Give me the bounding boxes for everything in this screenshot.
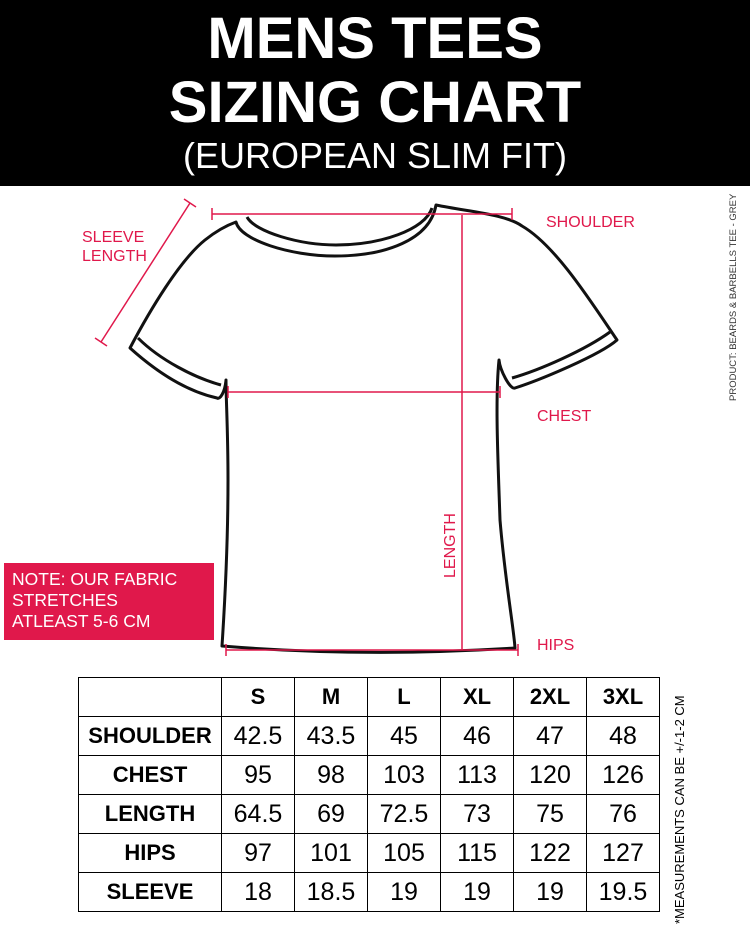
table-cell: 103 (368, 756, 441, 795)
table-row (79, 756, 660, 795)
length-label (440, 500, 462, 590)
table-cell: 72.5 (368, 795, 441, 834)
table-cell: 64.5 (222, 795, 295, 834)
product-note (728, 193, 742, 405)
table-cell: 19 (368, 873, 441, 912)
column-header: M (295, 678, 368, 717)
table-cell: 69 (295, 795, 368, 834)
table-cell: 19 (514, 873, 587, 912)
column-header: L (368, 678, 441, 717)
measurement-note-text: *MEASUREMENTS CAN BE +/-1-2 CM (672, 695, 687, 924)
row-label: CHEST (79, 756, 222, 795)
product-note-text: PRODUCT: BEARDS & BARBELLS TEE - GREY (728, 193, 739, 401)
column-header: 3XL (587, 678, 660, 717)
table-cell: 75 (514, 795, 587, 834)
table-cell: 122 (514, 834, 587, 873)
page-title-line2: SIZING CHART (168, 70, 582, 135)
table-cell: 19.5 (587, 873, 660, 912)
table-cell: 105 (368, 834, 441, 873)
table-cell: 42.5 (222, 717, 295, 756)
table-cell: 18.5 (295, 873, 368, 912)
table-cell: 113 (441, 756, 514, 795)
table-cell: 19 (441, 873, 514, 912)
shoulder-label: SHOULDER (546, 214, 635, 231)
table-cell: 73 (441, 795, 514, 834)
note-line2: STRETCHES (12, 590, 118, 610)
row-label: LENGTH (79, 795, 222, 834)
table-cell: 95 (222, 756, 295, 795)
table-cell: 45 (368, 717, 441, 756)
table-cell: 47 (514, 717, 587, 756)
measurement-tolerance-note (670, 676, 688, 926)
table-cell: 97 (222, 834, 295, 873)
hips-label: HIPS (537, 637, 575, 654)
table-cell: 98 (295, 756, 368, 795)
sleeve-label-line1: SLEEVE (82, 229, 145, 246)
column-header: 2XL (514, 678, 587, 717)
size-chart-table (78, 677, 660, 912)
row-label: SLEEVE (79, 873, 222, 912)
table-row (79, 717, 660, 756)
table-cell: 43.5 (295, 717, 368, 756)
column-header: S (222, 678, 295, 717)
length-label-text: LENGTH (442, 513, 459, 578)
page-subtitle: (EUROPEAN SLIM FIT) (182, 135, 568, 176)
table-cell: 76 (587, 795, 660, 834)
table-cell: 48 (587, 717, 660, 756)
sleeve-label-line2: LENGTH (82, 248, 147, 265)
page-title-line1: MENS TEES (207, 6, 543, 71)
table-row (79, 873, 660, 912)
table-cell: 115 (441, 834, 514, 873)
column-header: XL (441, 678, 514, 717)
table-cell: 120 (514, 756, 587, 795)
table-header-row (79, 678, 660, 717)
table-cell: 127 (587, 834, 660, 873)
chest-label: CHEST (537, 408, 592, 425)
table-corner-cell (79, 678, 222, 717)
note-line3: ATLEAST 5-6 CM (12, 611, 151, 631)
sleeve-length-label (82, 228, 147, 266)
table-cell: 18 (222, 873, 295, 912)
note-line1: NOTE: OUR FABRIC (12, 569, 178, 589)
table-cell: 101 (295, 834, 368, 873)
table-cell: 46 (441, 717, 514, 756)
fabric-stretch-note (4, 563, 214, 640)
row-label: HIPS (79, 834, 222, 873)
row-label: SHOULDER (79, 717, 222, 756)
table-cell: 126 (587, 756, 660, 795)
table-row (79, 834, 660, 873)
table-row (79, 795, 660, 834)
